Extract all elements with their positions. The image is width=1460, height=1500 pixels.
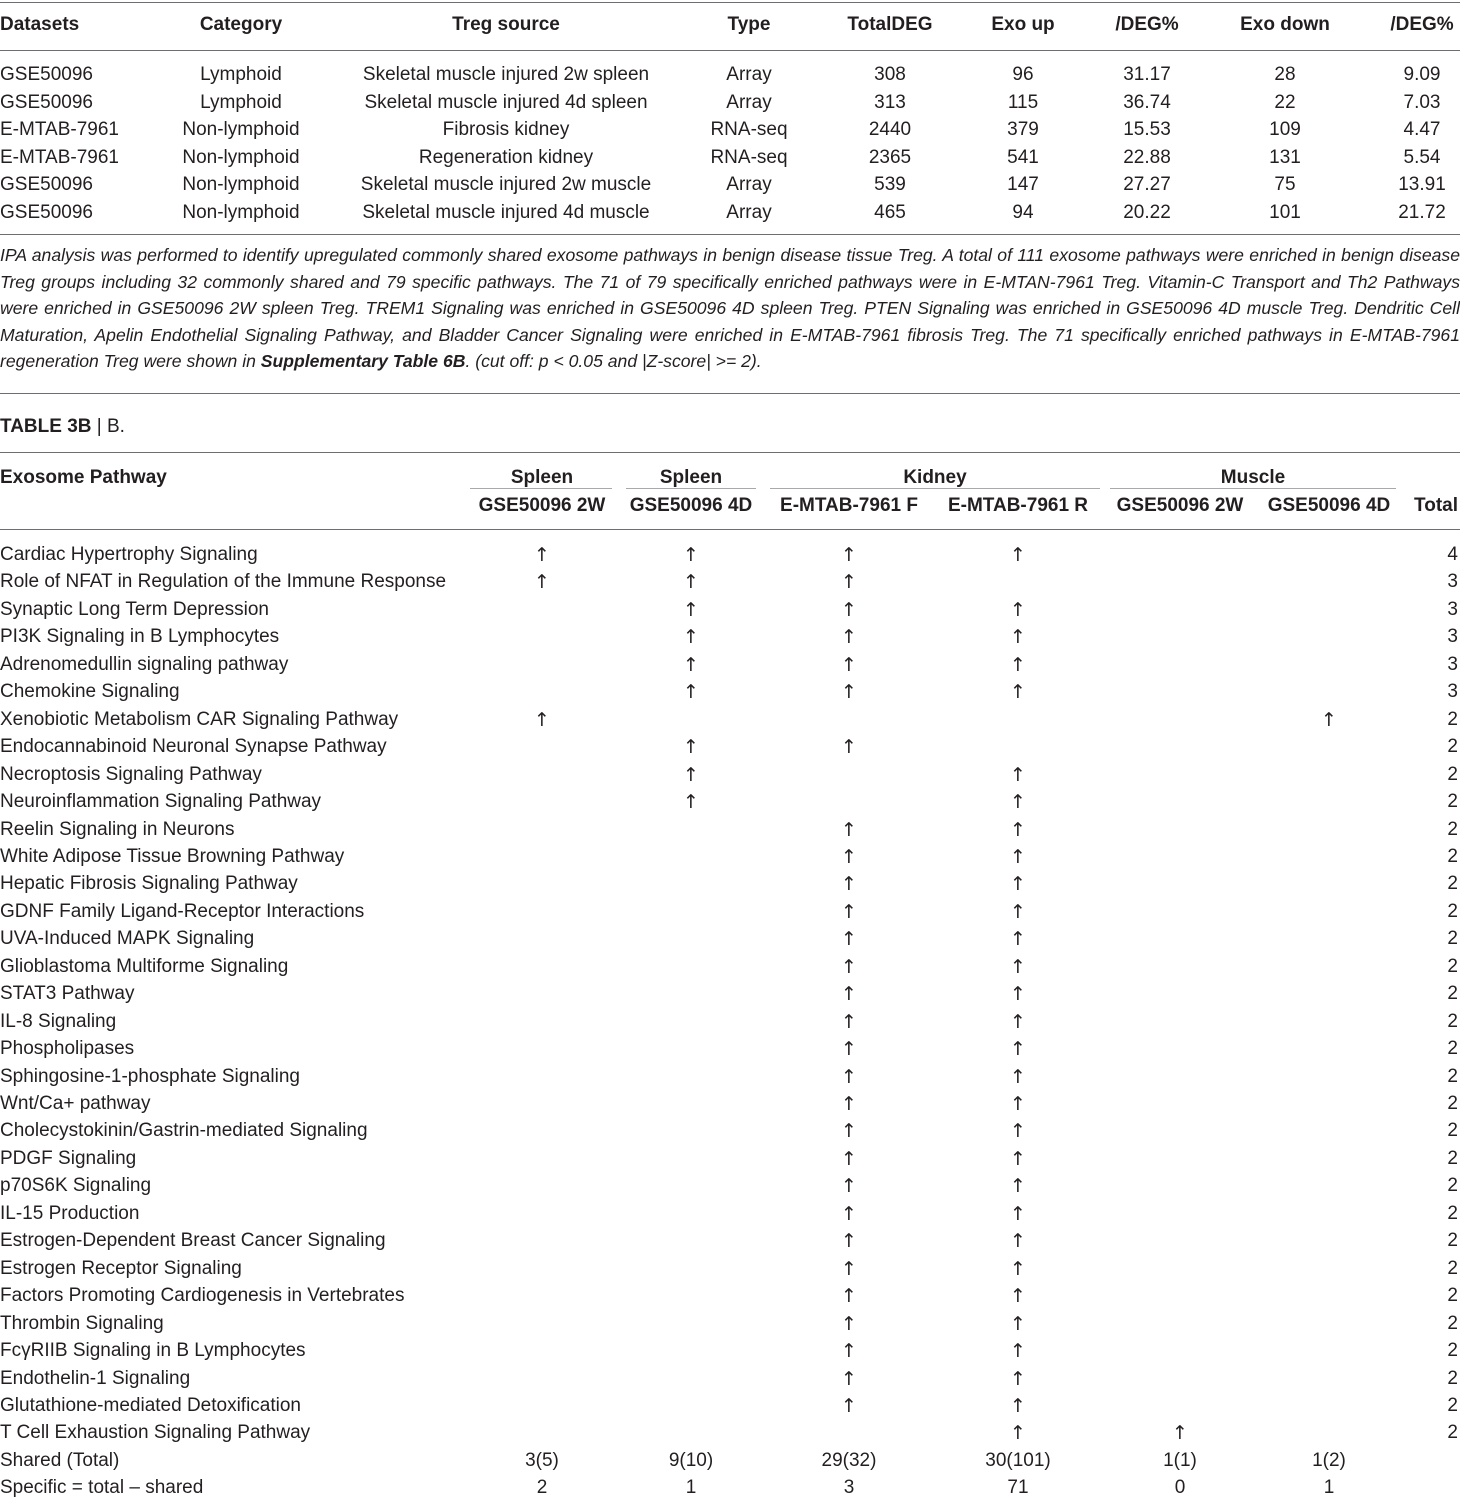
summary-value: 1(1): [1163, 1449, 1197, 1471]
table-b-header-rule: [0, 529, 1460, 530]
table-cell: 147: [1007, 174, 1039, 195]
pathway-name: Glioblastoma Multiforme Signaling: [0, 955, 289, 977]
pathway-name: Adrenomedullin signaling pathway: [0, 653, 289, 675]
group-header: Spleen: [659, 467, 723, 488]
column-header: E-MTAB-7961 F: [780, 495, 918, 516]
up-arrow-icon: ↑: [1010, 626, 1026, 649]
up-arrow-icon: ↑: [683, 763, 699, 786]
pathway-name: Xenobiotic Metabolism CAR Signaling Pathway: [0, 708, 399, 730]
total-count: 2: [1447, 708, 1458, 730]
up-arrow-icon: ↑: [683, 736, 699, 759]
total-count: 2: [1447, 1175, 1458, 1197]
total-count: 2: [1447, 1038, 1458, 1060]
pathway-name: Reelin Signaling in Neurons: [0, 818, 235, 840]
total-count: 3: [1447, 681, 1458, 703]
up-arrow-icon: ↑: [841, 928, 857, 951]
pathway-name: IL-8 Signaling: [0, 1010, 117, 1032]
up-arrow-icon: ↑: [841, 1175, 857, 1198]
total-count: 3: [1447, 598, 1458, 620]
table-cell: Skeletal muscle injured 4d spleen: [364, 91, 648, 113]
pathway-name: Necroptosis Signaling Pathway: [0, 763, 262, 785]
total-count: 2: [1447, 1120, 1458, 1142]
up-arrow-icon: ↑: [1010, 1340, 1026, 1363]
up-arrow-icon: ↑: [841, 818, 857, 841]
total-count: 4: [1447, 544, 1458, 565]
pathway-name: UVA-Induced MAPK Signaling: [0, 928, 255, 950]
up-arrow-icon: ↑: [1010, 1230, 1026, 1253]
up-arrow-icon: ↑: [1010, 1175, 1026, 1198]
table-a-top-rule: [0, 2, 1460, 3]
column-header: /DEG%: [1390, 14, 1454, 35]
up-arrow-icon: ↑: [1010, 1038, 1026, 1061]
up-arrow-icon: ↑: [841, 1257, 857, 1280]
dataset-cell: GSE50096: [0, 64, 93, 85]
up-arrow-icon: ↑: [841, 1093, 857, 1115]
total-count: 3: [1447, 653, 1458, 675]
pathway-name: IL-15 Production: [0, 1202, 140, 1224]
total-count: 2: [1447, 928, 1458, 950]
table-cell: 5.54: [1403, 146, 1441, 168]
up-arrow-icon: ↑: [683, 653, 699, 676]
up-arrow-icon: ↑: [841, 571, 857, 594]
up-arrow-icon: ↑: [841, 1120, 857, 1143]
column-header: E-MTAB-7961 R: [947, 495, 1089, 516]
table-cell: 13.91: [1398, 174, 1446, 195]
table-cell: Skeletal muscle injured 4d muscle: [362, 201, 650, 223]
pathway-name: Endothelin-1 Signaling: [0, 1367, 191, 1389]
up-arrow-icon: ↑: [1172, 1422, 1188, 1445]
table-cell: 22: [1274, 91, 1296, 113]
total-count: 2: [1447, 1010, 1458, 1032]
table-b-top-rule: [0, 452, 1460, 453]
column-header: Category: [199, 14, 283, 35]
table-cell: 109: [1269, 119, 1301, 140]
up-arrow-icon: ↑: [1010, 900, 1026, 923]
up-arrow-icon: ↑: [1010, 1010, 1026, 1033]
total-count: 2: [1447, 763, 1458, 785]
table-cell: 2440: [868, 119, 912, 140]
group-header: Spleen: [510, 467, 574, 488]
up-arrow-icon: ↑: [841, 1394, 857, 1417]
table-cell: 131: [1269, 146, 1301, 168]
up-arrow-icon: ↑: [534, 708, 550, 731]
column-header: Datasets: [0, 14, 80, 35]
up-arrow-icon: ↑: [841, 983, 857, 1006]
pathway-name: PDGF Signaling: [0, 1147, 137, 1169]
up-arrow-icon: ↑: [683, 681, 699, 704]
up-arrow-icon: ↑: [1010, 1422, 1026, 1445]
up-arrow-icon: ↑: [1010, 1093, 1026, 1115]
up-arrow-icon: ↑: [1010, 791, 1026, 814]
up-arrow-icon: ↑: [841, 1340, 857, 1363]
up-arrow-icon: ↑: [1321, 708, 1337, 731]
summary-label: Shared (Total): [0, 1449, 120, 1471]
pathway-name: Role of NFAT in Regulation of the Immune Response: [0, 571, 447, 593]
total-count: 2: [1447, 1230, 1458, 1252]
total-count: 3: [1447, 571, 1458, 593]
group-header: Muscle: [1220, 467, 1286, 488]
up-arrow-icon: ↑: [841, 1312, 857, 1335]
table-cell: 115: [1007, 91, 1039, 113]
group-underline: [1110, 488, 1396, 489]
up-arrow-icon: ↑: [683, 791, 699, 814]
up-arrow-icon: ↑: [841, 1285, 857, 1308]
total-count: 2: [1447, 1147, 1458, 1169]
dataset-cell: E-MTAB-7961: [0, 146, 119, 168]
up-arrow-icon: ↑: [1010, 544, 1026, 566]
table-cell: RNA-seq: [710, 119, 788, 140]
table-cell: Non-lymphoid: [182, 146, 300, 168]
pathway-name: Neuroinflammation Signaling Pathway: [0, 791, 322, 813]
table-cell: 541: [1007, 146, 1039, 168]
up-arrow-icon: ↑: [1010, 1394, 1026, 1417]
up-arrow-icon: ↑: [1010, 818, 1026, 841]
column-header: Total: [1414, 495, 1458, 516]
table-cell: 28: [1274, 64, 1296, 85]
summary-value: 29(32): [821, 1449, 877, 1471]
pathway-name: PI3K Signaling in B Lymphocytes: [0, 626, 280, 648]
total-count: 2: [1447, 818, 1458, 840]
table-cell: 4.47: [1403, 119, 1441, 140]
pathway-name: FcγRIIB Signaling in B Lymphocytes: [0, 1340, 306, 1362]
up-arrow-icon: ↑: [1010, 1120, 1026, 1143]
up-arrow-icon: ↑: [841, 955, 857, 978]
summary-value: 0: [1174, 1477, 1186, 1499]
up-arrow-icon: ↑: [841, 1065, 857, 1088]
pathway-name: Estrogen Receptor Signaling: [0, 1257, 242, 1279]
up-arrow-icon: ↑: [841, 736, 857, 759]
up-arrow-icon: ↑: [841, 681, 857, 704]
up-arrow-icon: ↑: [683, 598, 699, 621]
column-header: GSE50096 4D: [1267, 495, 1391, 516]
table-cell: Lymphoid: [200, 64, 282, 85]
up-arrow-icon: ↑: [1010, 983, 1026, 1006]
table-cell: 75: [1274, 174, 1296, 195]
pathway-name: GDNF Family Ligand-Receptor Interactions: [0, 900, 365, 922]
title-separator: |: [96, 416, 102, 437]
column-header: Treg source: [452, 14, 560, 35]
column-header: Exo up: [991, 14, 1055, 35]
table-cell: Array: [726, 91, 772, 113]
dataset-cell: E-MTAB-7961: [0, 119, 119, 140]
up-arrow-icon: ↑: [841, 845, 857, 868]
pathway-name: Estrogen-Dependent Breast Cancer Signaling: [0, 1230, 386, 1252]
summary-value: 71: [1007, 1477, 1029, 1499]
table-cell: Non-lymphoid: [182, 201, 300, 223]
pathway-name: Cardiac Hypertrophy Signaling: [0, 544, 258, 565]
total-count: 2: [1447, 1422, 1458, 1444]
group-underline: [626, 488, 756, 489]
up-arrow-icon: ↑: [683, 626, 699, 649]
total-count: 2: [1447, 983, 1458, 1005]
up-arrow-icon: ↑: [1010, 1367, 1026, 1390]
table-cell: 313: [874, 91, 906, 113]
pathway-name: Synaptic Long Term Depression: [0, 598, 269, 620]
pathway-name: Wnt/Ca+ pathway: [0, 1093, 151, 1114]
pathway-name: Sphingosine-1-phosphate Signaling: [0, 1065, 301, 1087]
up-arrow-icon: ↑: [841, 1038, 857, 1061]
column-header: TotalDEG: [847, 14, 933, 35]
up-arrow-icon: ↑: [1010, 1257, 1026, 1280]
up-arrow-icon: ↑: [1010, 873, 1026, 896]
pathway-name: White Adipose Tissue Browning Pathway: [0, 845, 345, 867]
up-arrow-icon: ↑: [1010, 1312, 1026, 1335]
table-cell: 379: [1007, 119, 1039, 140]
up-arrow-icon: ↑: [1010, 1147, 1026, 1170]
total-count: 2: [1447, 791, 1458, 813]
total-count: 2: [1447, 1285, 1458, 1307]
table-cell: Fibrosis kidney: [442, 119, 570, 140]
column-header: GSE50096 2W: [478, 495, 606, 516]
up-arrow-icon: ↑: [841, 1147, 857, 1170]
up-arrow-icon: ↑: [841, 626, 857, 649]
summary-value: 3: [843, 1477, 855, 1499]
pathway-column-header: Exosome Pathway: [0, 467, 167, 488]
pathway-name: Phospholipases: [0, 1038, 135, 1060]
up-arrow-icon: ↑: [1010, 653, 1026, 676]
up-arrow-icon: ↑: [841, 653, 857, 676]
table-cell: 2365: [868, 146, 912, 168]
column-header: GSE50096 4D: [629, 495, 753, 516]
summary-value: 9(10): [668, 1449, 714, 1471]
table-caption: B.: [106, 416, 125, 437]
table-cell: Array: [726, 64, 772, 85]
table-cell: Skeletal muscle injured 2w spleen: [362, 64, 650, 85]
table-cell: 22.88: [1123, 146, 1171, 168]
table-cell: 94: [1012, 201, 1034, 223]
summary-value: 2: [536, 1477, 548, 1499]
table-cell: 7.03: [1403, 91, 1441, 113]
table-cell: RNA-seq: [710, 146, 788, 168]
table-a-header-rule: [0, 50, 1460, 51]
column-header: Type: [727, 14, 771, 35]
total-count: 2: [1447, 900, 1458, 922]
pathway-name: Hepatic Fibrosis Signaling Pathway: [0, 873, 298, 895]
up-arrow-icon: ↑: [841, 1367, 857, 1390]
table-a-bottom-rule: [0, 234, 1460, 235]
column-header: GSE50096 2W: [1116, 495, 1244, 516]
up-arrow-icon: ↑: [1010, 845, 1026, 868]
table-cell: 15.53: [1123, 119, 1171, 140]
up-arrow-icon: ↑: [534, 544, 550, 566]
total-count: 2: [1447, 1394, 1458, 1416]
table-cell: Array: [726, 174, 772, 195]
table-cell: 101: [1269, 201, 1301, 223]
up-arrow-icon: ↑: [1010, 763, 1026, 786]
up-arrow-icon: ↑: [534, 571, 550, 594]
group-header: Kidney: [903, 467, 967, 488]
pathway-name: Glutathione-mediated Detoxification: [0, 1394, 302, 1416]
group-underline: [770, 488, 1100, 489]
total-count: 2: [1447, 736, 1458, 758]
table-cell: 308: [874, 64, 906, 85]
up-arrow-icon: ↑: [1010, 928, 1026, 951]
footnote-text: IPA analysis was performed to identify upregulated commonly shared exosome pathways in benign disease tissue Treg. A total of 111 exosome pathways were enriched in benign disease Treg groups including 32 commonly shared and 79 specific pathways. The 71 of 79 specifically enriched pathways were in E-MTAN-7961 Treg. Vitamin-C Transport and Th2 Pathways were enriched in GSE50096 2W spleen Treg. TREM1 Signaling was enriched in GSE50096 4D spleen Treg. PTEN Signaling was enriched in GSE50096 4D muscle Treg. Dendritic Cell Maturation, Apelin Endothelial Signaling Pathway, and Bladder Cancer Signaling were enriched in E-MTAB-7961 fibrosis Treg. The 71 specifically enriched pathways in E-MTAB-7961 regeneration Treg were shown in: [0, 245, 1460, 372]
dataset-cell: GSE50096: [0, 201, 93, 223]
table-cell: Regeneration kidney: [418, 146, 594, 168]
pathway-name: T Cell Exhaustion Signaling Pathway: [0, 1422, 311, 1444]
dataset-cell: GSE50096: [0, 174, 93, 195]
table-cell: 9.09: [1403, 64, 1441, 85]
total-count: 2: [1447, 955, 1458, 977]
up-arrow-icon: ↑: [841, 544, 857, 566]
summary-label: Specific = total – shared: [0, 1477, 204, 1499]
pathway-name: Factors Promoting Cardiogenesis in Vertebrates: [0, 1285, 405, 1307]
total-count: 2: [1447, 1257, 1458, 1279]
summary-value: 3(5): [525, 1449, 559, 1471]
summary-value: 1(2): [1312, 1449, 1346, 1471]
footnote-bottom-rule: [0, 393, 1460, 394]
up-arrow-icon: ↑: [841, 1230, 857, 1253]
up-arrow-icon: ↑: [841, 873, 857, 896]
up-arrow-icon: ↑: [1010, 1065, 1026, 1088]
table-cell: 36.74: [1123, 91, 1171, 113]
up-arrow-icon: ↑: [1010, 955, 1026, 978]
total-count: 2: [1447, 1065, 1458, 1087]
pathway-name: Cholecystokinin/Gastrin-mediated Signaling: [0, 1120, 368, 1142]
table-label: TABLE 3B: [0, 416, 92, 437]
table-cell: 27.27: [1123, 174, 1171, 195]
up-arrow-icon: ↑: [1010, 681, 1026, 704]
pathway-name: STAT3 Pathway: [0, 983, 135, 1005]
dataset-cell: GSE50096: [0, 91, 93, 113]
group-underline: [470, 488, 612, 489]
table-cell: 539: [874, 174, 906, 195]
up-arrow-icon: ↑: [841, 1202, 857, 1225]
table-cell: 465: [874, 201, 906, 223]
total-count: 2: [1447, 845, 1458, 867]
table-cell: Non-lymphoid: [182, 119, 300, 140]
summary-value: 1: [1323, 1477, 1335, 1499]
pathway-name: Chemokine Signaling: [0, 681, 180, 703]
table-cell: Array: [726, 201, 772, 223]
total-count: 2: [1447, 1340, 1458, 1362]
total-count: 2: [1447, 1367, 1458, 1389]
up-arrow-icon: ↑: [841, 598, 857, 621]
table-cell: 31.17: [1123, 64, 1171, 85]
table-a-footnote: [0, 242, 1460, 375]
up-arrow-icon: ↑: [683, 544, 699, 566]
table-cell: 20.22: [1123, 201, 1171, 223]
table-cell: Lymphoid: [200, 91, 282, 113]
up-arrow-icon: ↑: [683, 571, 699, 594]
summary-value: 1: [685, 1477, 697, 1499]
total-count: 3: [1447, 626, 1458, 648]
table-b-title: [0, 416, 125, 438]
table-cell: Skeletal muscle injured 2w muscle: [360, 174, 652, 195]
column-header: Exo down: [1240, 14, 1330, 35]
pathway-name: p70S6K Signaling: [0, 1175, 152, 1197]
table-cell: Non-lymphoid: [182, 174, 300, 195]
total-count: 2: [1447, 1312, 1458, 1334]
total-count: 2: [1447, 873, 1458, 895]
up-arrow-icon: ↑: [1010, 1202, 1026, 1225]
supplementary-table-reference: Supplementary Table 6B: [260, 351, 466, 372]
summary-value: 30(101): [985, 1449, 1051, 1471]
up-arrow-icon: ↑: [841, 900, 857, 923]
table-cell: 21.72: [1398, 201, 1446, 223]
up-arrow-icon: ↑: [1010, 1285, 1026, 1308]
total-count: 2: [1447, 1202, 1458, 1224]
table-cell: 96: [1012, 64, 1034, 85]
column-header: /DEG%: [1115, 14, 1179, 35]
pathway-name: Endocannabinoid Neuronal Synapse Pathway: [0, 736, 387, 758]
up-arrow-icon: ↑: [1010, 598, 1026, 621]
pathway-name: Thrombin Signaling: [0, 1312, 164, 1334]
total-count: 2: [1447, 1093, 1458, 1114]
footnote-cutoff: . (cut off: p < 0.05 and |Z-score| >= 2).: [465, 351, 762, 372]
up-arrow-icon: ↑: [841, 1010, 857, 1033]
